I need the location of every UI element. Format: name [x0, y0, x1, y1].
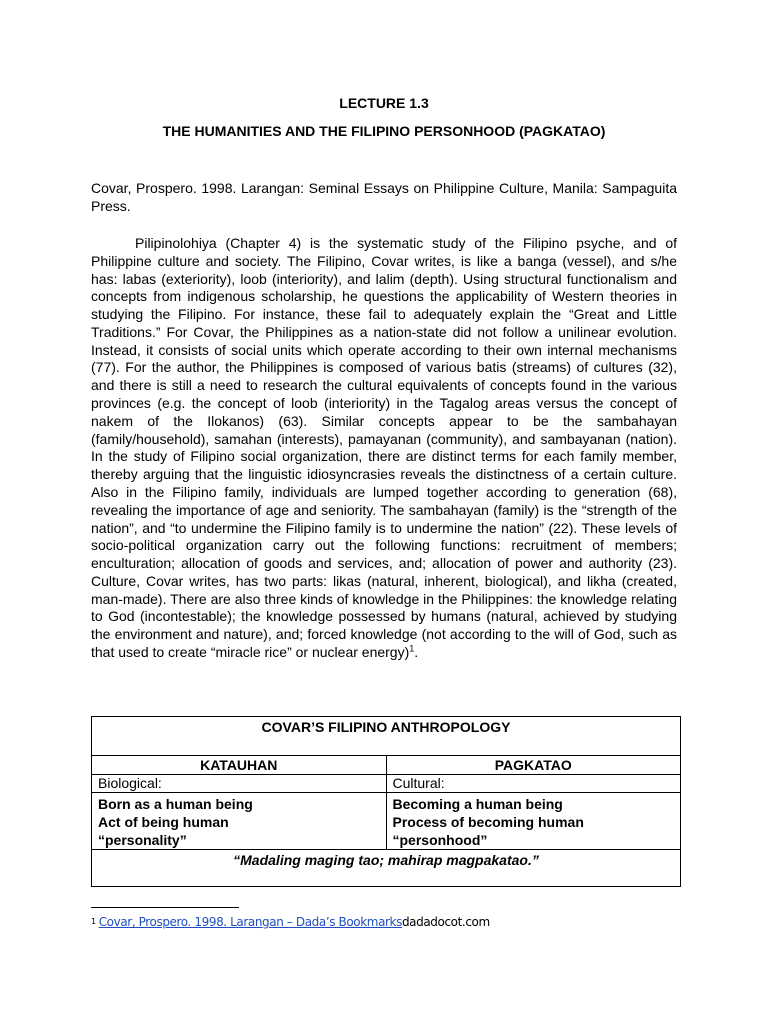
body-text: Pilipinolohiya (Chapter 4) is the systematic study of the Filipino psyche, and of Philippine culture and society. The Filipino, Covar writes, is like a banga (vessel), and s/he has: labas (exteriority), loob (interiority), and lalim (depth). Using structural functionalism and concepts from indigenous scholarship, he questions the applicability of Western theories in studying the Filipino. For instance, these fail to adequately explain the “Great and Little Traditions.” For Covar, the Philippines as a nation-state did not follow a unilinear evolution. Instead, it consists of social units which operate according to their own internal mechanisms (77). For the author, the Philippines is composed of various batis (streams) of cultures (32), and there is still a need to research the cultural equivalents of concepts found in the various provinces (e.g. the concept of loob (interiority) in the Tagalog areas versus the concept of nakem of the Ilokanos) (63). Similar concepts appear to be the sambahayan (family/household), samahan (interests), pamayanan (community), and sambayanan (nation). In the study of Filipino social organization, there are distinct terms for each family member, thereby arguing that the linguistic idiosyncrasies reveals the distinctness of a certain culture. Also in the Filipino family, individuals are lumped together according to generation (68), revealing the importance of age and seniority. The sambahayan (family) is the “strength of the nation”, and “to undermine the Filipino family is to undermine the nation” (22). These levels of socio-political organization carry out the following functions: recruitment of members; enculturation; allocation of goods and services, and; allocation of power and authority (23). Culture, Covar writes, has two parts: likas (natural, inherent, biological), and likha (created, man-made). There are also three kinds of knowledge in the Philippines: the knowledge relating to God (incontestable); the knowledge possessed by humans (natural, achieved by studying the environment and nature), and; forced knowledge (not according to the will of God, such as that used to create “miracle rice” or nuclear energy)	[91, 235, 677, 660]
footnote-reference[interactable]: 1	[409, 643, 415, 654]
citation: Covar, Prospero. 1998. Larangan: Seminal Essays on Philippine Culture, Manila: Sampaguita Press.	[91, 180, 677, 214]
katauhan-line: Act of being human	[98, 814, 229, 830]
page-title: THE HUMANITIES AND THE FILIPINO PERSONHOOD (PAGKATAO)	[162, 123, 606, 139]
table-title: COVAR’S FILIPINO ANTHROPOLOGY	[92, 717, 681, 756]
body-paragraph: Pilipinolohiya (Chapter 4) is the systematic study of the Filipino psyche, and of Philippine culture and society. The Filipino, Covar writes, is like a banga (vessel), and s/he has: labas (exteriority), loob (interiority), and lalim (depth). Using structural functionalism and concepts from indigenous scholarship, he questions the applicability of Western theories in studying the Filipino. For instance, these fail to adequately explain the “Great and Little Traditions.” For Covar, the Philippines as a nation-state did not follow a unilinear evolution. Instead, it consists of social units which operate according to their own internal mechanisms (77). For the author, the Philippines is composed of various batis (streams) of cultures (32), and there is still a need to research the cultural equivalents of concepts found in the various provinces (e.g. the concept of loob (interiority) in the Tagalog areas versus the concept of nakem of the Ilokanos) (63). Similar concepts appear to be the sambahayan (family/household), samahan (interests), pamayanan (community), and sambayanan (nation). In the study of Filipino social organization, there are distinct terms for each family member, thereby arguing that the linguistic idiosyncrasies reveals the distinctness of a certain culture. Also in the Filipino family, individuals are lumped together according to generation (68), revealing the importance of age and seniority. The sambahayan (family) is the “strength of the nation”, and “to undermine the Filipino family is to undermine the nation” (22). These levels of socio-political organization carry out the following functions: recruitment of members; enculturation; allocation of goods and services, and; allocation of power and authority (23). Culture, Covar writes, has two parts: likas (natural, inherent, biological), and likha (created, man-made). There are also three kinds of knowledge in the Philippines: the knowledge relating to God (incontestable); the knowledge possessed by humans (natural, achieved by studying the environment and nature), and; forced knowledge (not according to the will of God, such as that used to create “miracle rice” or nuclear energy)$^1$.	[91, 235, 677, 660]
table-description-row	[92, 793, 681, 850]
category-cultural: Cultural:	[386, 775, 681, 793]
footnote-link[interactable]: Covar, Prospero. 1998. Larangan – Dada’s Bookmarks	[98, 915, 402, 929]
column-heading-katauhan: KATAUHAN	[92, 756, 387, 775]
pagkatao-line: Process of becoming human	[392, 814, 584, 830]
anthropology-table	[91, 716, 681, 887]
table-quote: “Madaling maging tao; mahirap magpakatao.”	[92, 850, 681, 887]
footnote-divider	[91, 907, 239, 908]
footnote-source: dadadocot.com	[401, 915, 490, 929]
lecture-number: LECTURE 1.3	[339, 95, 429, 111]
katauhan-line: Born as a human being	[98, 796, 253, 812]
table-header-row	[92, 756, 681, 775]
katauhan-description	[92, 793, 387, 850]
table-quote-row	[92, 850, 681, 887]
footnote	[91, 914, 490, 930]
table-category-row	[92, 775, 681, 793]
footnote-marker: 1	[91, 917, 96, 926]
pagkatao-line: “personhood”	[392, 832, 488, 848]
pagkatao-line: Becoming a human being	[392, 796, 563, 812]
category-biological: Biological:	[92, 775, 387, 793]
katauhan-line: “personality”	[98, 832, 187, 848]
column-heading-pagkatao: PAGKATAO	[386, 756, 681, 775]
pagkatao-description	[386, 793, 681, 850]
table-title-row	[92, 717, 681, 756]
